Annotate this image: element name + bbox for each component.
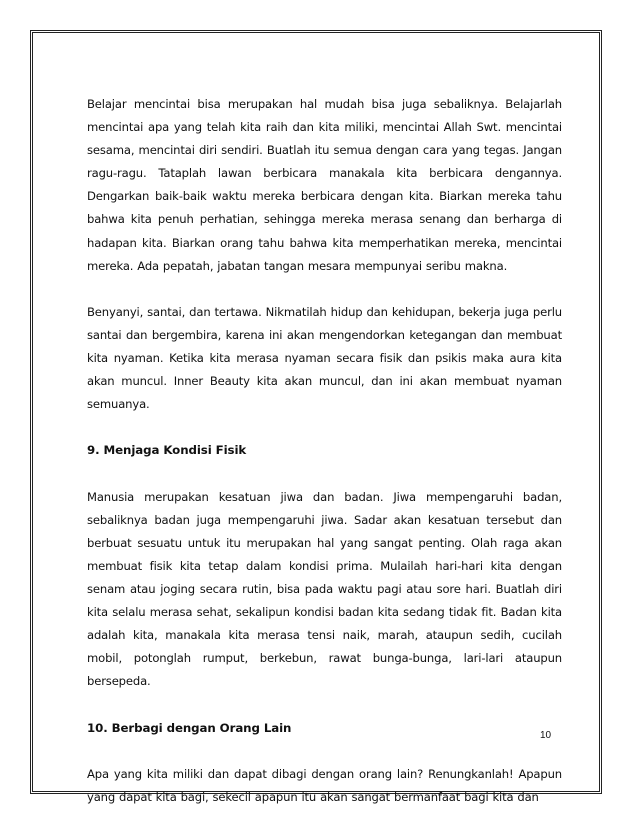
paragraph-berbagi: Apa yang kita miliki dan dapat dibagi dengan orang lain? Renungkanlah! Apapun yang dapat kita bagi, sekecil apapun itu akan sangat bermanfaat bagi kita dan [87,766,562,804]
paragraph-belajar-mencintai: Belajar mencintai bisa merupakan hal mudah bisa juga sebaliknya. Belajarlah mencintai apa yang telah kita raih dan kita miliki, mencintai Allah Swt. mencintai sesama, mencintai diri sendiri. Buatlah itu semua dengan cara yang tegas. Jangan ragu-ragu. Tataplah lawan berbicara manakala kita berbicara dengannya. Dengarkan baik-baik waktu mereka berbicara dengan kita. Biarkan mereka tahu bahwa kita penuh perhatian, sehingga mereka merasa senang dan berharga di hadapan kita. Biarkan orang tahu bahwa kita memperhatikan mereka, mencintai mereka. Ada pepatah, jabatan tangan mesara mempunyai seribu makna. [87,97,562,273]
paragraph-kondisi-fisik: Manusia merupakan kesatuan jiwa dan badan. Jiwa mempengaruhi badan, sebaliknya badan juga mempengaruhi jiwa. Sadar akan kesatuan tersebut dan berbuat sesuatu untuk itu merupakan hal yang sangat penting. Olah raga akan membuat fisik kita tetap dalam kondisi prima. Mulailah hari-hari kita dengan senam atau joging secara rutin, bisa pada waktu pagi atau sore hari. Buatlah diri kita selalu merasa sehat, sekalipun kondisi badan kita sedang tidak fit. Badan kita adalah kita, manakala kita merasa tensi naik, marah, ataupun sedih, cucilah mobil, potonglah rumput, berkebun, rawat bunga-bunga, lari-lari ataupun bersepeda. [87,489,562,689]
page-content [87,93,562,809]
section-heading-menjaga-kondisi-fisik: 9. Menjaga Kondisi Fisik [87,443,247,458]
page-number: 10 [540,730,552,741]
paragraph-bernyanyi: Benyanyi, santai, dan tertawa. Nikmatilah hidup dan kehidupan, bekerja juga perlu santai dan bergembira, karena ini akan mengendorkan ketegangan dan membuat kita nyaman. Ketika kita merasa nyaman secara fisik dan psikis maka aura kita akan muncul. Inner Beauty kita akan muncul, dan ini akan membuat nyaman semuanya. [87,304,562,412]
section-heading-berbagi: 10. Berbagi dengan Orang Lain [87,720,292,735]
